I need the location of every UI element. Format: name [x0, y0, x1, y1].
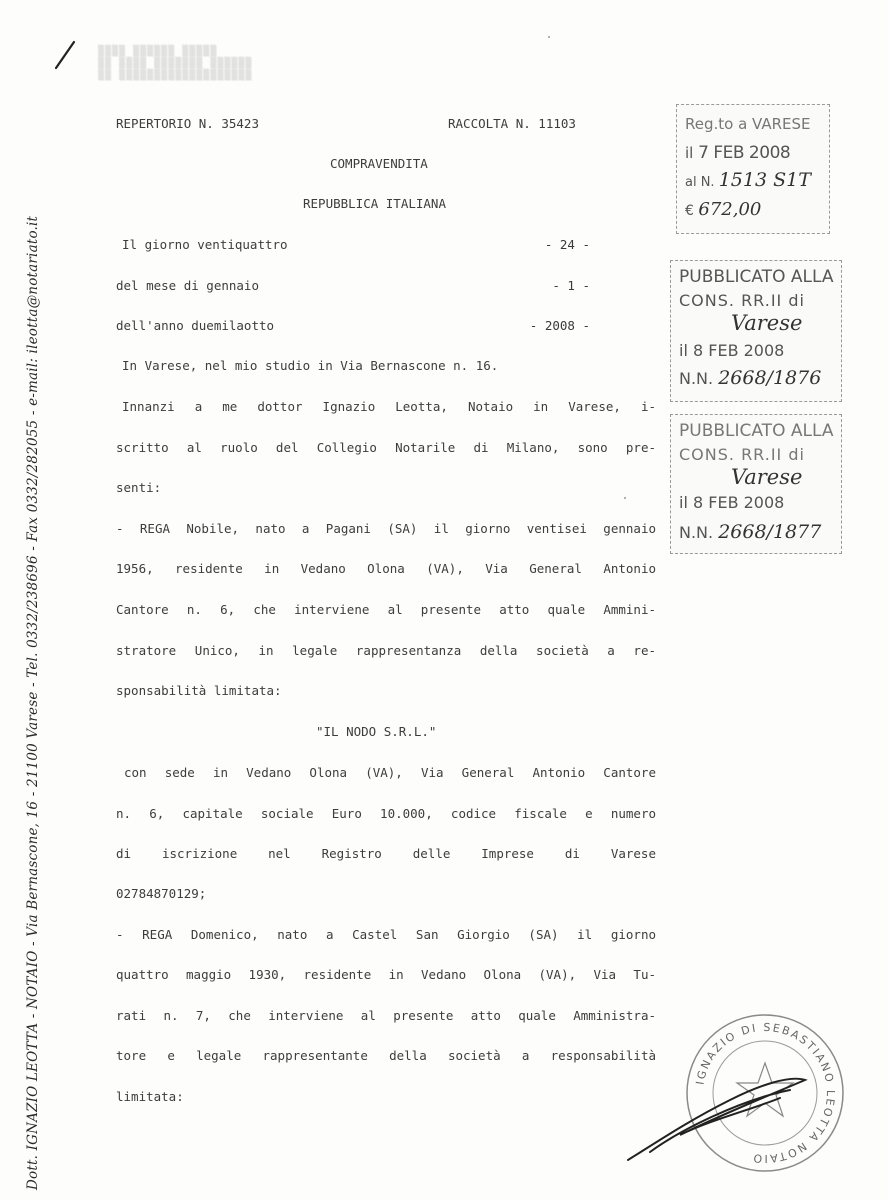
document-title: COMPRAVENDITA	[330, 156, 428, 171]
date-month-text: del mese di gennaio	[116, 278, 259, 293]
date-year-text: dell'anno duemilaotto	[116, 318, 275, 333]
p2-line5: sponsabilità limitata:	[116, 683, 282, 698]
company-name: "IL NODO S.R.L."	[316, 724, 437, 739]
publication-1-number: 2668/1876	[718, 367, 822, 389]
publication-2-line1: PUBBLICATO ALLA	[679, 421, 834, 441]
date-year-value: - 2008 -	[529, 318, 590, 333]
p3-line1: con sede in Vedano Olona (VA), Via General Antonio Cantore	[124, 765, 656, 780]
publication-2-line2: CONS. RR.II di	[679, 445, 805, 464]
p4-line1: - REGA Domenico, nato a Castel San Giorgio (SA) il giorno	[116, 927, 656, 942]
p3-line3: di iscrizione nel Registro delle Imprese di Varese	[116, 846, 656, 861]
registration-stamp	[676, 104, 830, 234]
publication-1-city: Varese	[731, 311, 803, 335]
scan-speck	[624, 497, 626, 499]
publication-1-num-prefix: N.N.	[679, 369, 714, 388]
p3-line4: 02784870129;	[116, 886, 207, 901]
publication-stamp-1	[670, 260, 842, 402]
publication-2-date-prefix: il	[679, 493, 688, 512]
registration-number-prefix: al N.	[685, 175, 715, 190]
registration-office: Reg.to a VARESE	[685, 115, 811, 133]
publication-1-date: 8 FEB 2008	[692, 341, 785, 360]
repertorio-number: REPERTORIO N. 35423	[116, 116, 259, 131]
p2-line2: 1956, residente in Vedano Olona (VA), Via General Antonio	[116, 561, 656, 576]
p4-line4: tore e legale rappresentante della società a responsabilità	[116, 1048, 656, 1063]
p4-line2: quattro maggio 1930, residente in Vedano Olona (VA), Via Tu-	[116, 967, 656, 982]
republic-heading: REPUBBLICA ITALIANA	[303, 196, 446, 211]
p2-line1: - REGA Nobile, nato a Pagani (SA) il giorno ventisei gennaio	[116, 521, 656, 536]
seal-text: IGNAZIO DI SEBASTIANO LEOTTA NOTAIO	[693, 1020, 838, 1166]
faded-letterhead: ▒▒▒▒ ▒▒▒▒▒▒ ▒▒▒▒▒ ▒▒ ▒▒▒▒ ▒▒▒▒▒▒▒ ▒▒▒▒▒▒ ▒▒ ▒▒▒▒▒▒▒▒▒▒▒▒▒▒▒▒▒▒▒	[98, 46, 253, 81]
p4-line5: limitata:	[116, 1089, 184, 1104]
date-day-value: - 24 -	[544, 237, 590, 252]
publication-1-line2: CONS. RR.II di	[679, 291, 805, 310]
p2-line3: Cantore n. 6, che interviene al presente atto quale Ammini-	[116, 602, 656, 617]
scan-speck	[548, 36, 550, 38]
p1-line2: scritto al ruolo del Collegio Notarile di Milano, sono pre-	[116, 440, 656, 455]
p1-line1: Innanzi a me dottor Ignazio Leotta, Notaio in Varese, i-	[122, 399, 656, 414]
publication-stamp-2	[670, 414, 842, 554]
registration-number: 1513 S1T	[718, 169, 811, 191]
publication-2-number: 2668/1877	[718, 521, 822, 543]
p2-line4: stratore Unico, in legale rappresentanza della società a re-	[116, 643, 656, 658]
registration-fee-prefix: €	[685, 203, 694, 219]
registration-date-prefix: il	[685, 144, 694, 162]
publication-2-date: 8 FEB 2008	[692, 493, 785, 512]
registration-fee: 672,00	[698, 199, 762, 220]
p1-line3: senti:	[116, 480, 162, 495]
pen-mark	[54, 38, 78, 70]
publication-1-line1: PUBBLICATO ALLA	[679, 267, 834, 287]
registration-date: 7 FEB 2008	[698, 143, 791, 163]
place-line: In Varese, nel mio studio in Via Bernascone n. 16.	[122, 358, 499, 373]
p4-line3: rati n. 7, che interviene al presente atto quale Amministra-	[116, 1008, 656, 1023]
publication-1-date-prefix: il	[679, 341, 688, 360]
notary-signature	[620, 1060, 820, 1170]
date-month-value: - 1 -	[552, 278, 590, 293]
letterhead-sidebar	[20, 90, 46, 1190]
publication-2-city: Varese	[731, 465, 803, 489]
date-day-text: Il giorno ventiquattro	[122, 237, 288, 252]
publication-2-num-prefix: N.N.	[679, 523, 714, 542]
letterhead-text: Dott. IGNAZIO LEOTTA - NOTAIO - Via Bernascone, 16 - 21100 Varese - Tel. 0332/238696 - Fax 0332/282055 - e-mail: ileotta@notariato.it	[25, 215, 41, 1190]
p3-line2: n. 6, capitale sociale Euro 10.000, codice fiscale e numero	[116, 806, 656, 821]
raccolta-number: RACCOLTA N. 11103	[448, 116, 576, 131]
